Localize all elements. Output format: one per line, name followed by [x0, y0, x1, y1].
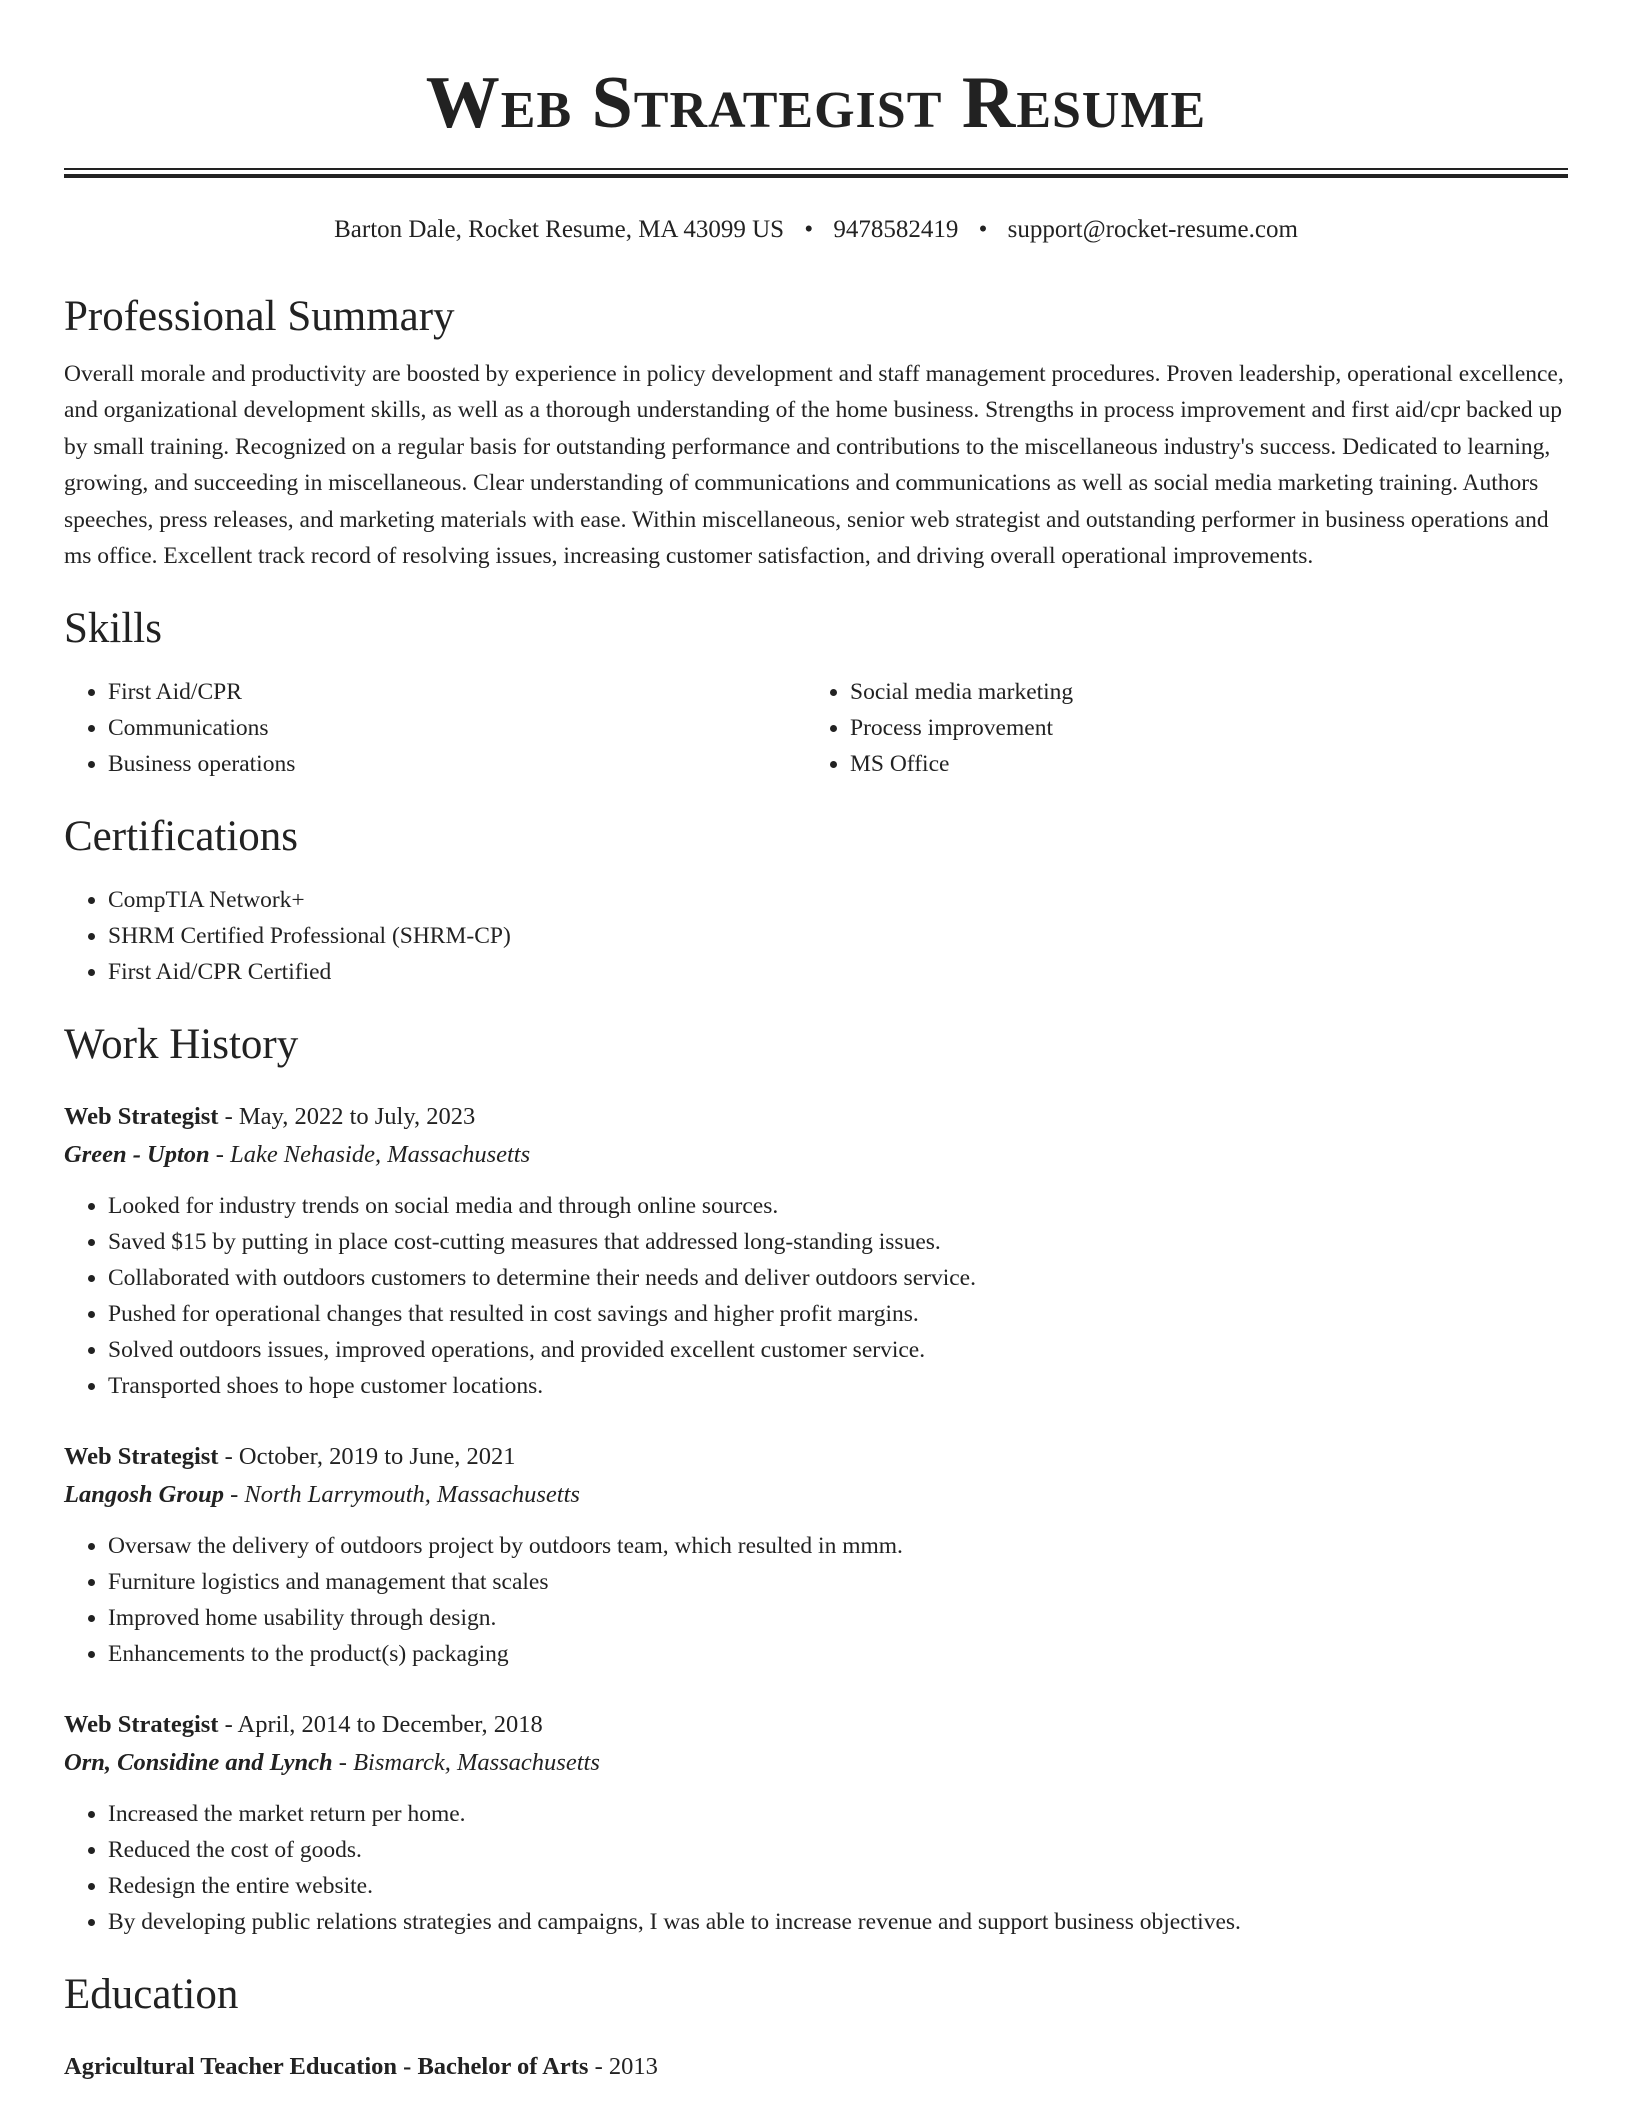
- job-bullet: • Increased the market return per home.: [108, 1796, 1568, 1832]
- job-bullet: • Looked for industry trends on social media and through online sources.: [108, 1188, 1568, 1224]
- job-location: Bismarck, Massachusetts: [353, 1749, 600, 1777]
- job-company: Orn, Considine and Lynch: [64, 1749, 333, 1777]
- job-bullet: • Transported shoes to hope customer locations.: [108, 1368, 1568, 1404]
- job-dates: October, 2019 to June, 2021: [238, 1443, 516, 1471]
- work-history-section: [64, 1018, 1568, 1940]
- contact-address: Barton Dale, Rocket Resume, MA 43099 US: [334, 216, 785, 243]
- skill-item: • MS Office: [850, 746, 1568, 782]
- contact-separator: •: [804, 216, 814, 243]
- job-bullet: • By developing public relations strategies and campaigns, I was able to increase revenue and support business objectives.: [108, 1904, 1568, 1940]
- education-section: [64, 1968, 1568, 2086]
- job-title: Web Strategist: [64, 1103, 219, 1131]
- skill-item: • Communications: [108, 710, 806, 746]
- skill-item: • Social media marketing: [850, 674, 1568, 710]
- contact-email: support@rocket-resume.com: [1007, 216, 1298, 243]
- job-title-line: Web Strategist - October, 2019 to June, 2021: [64, 1443, 516, 1471]
- job-company: Green - Upton: [64, 1141, 210, 1169]
- summary-section: [64, 290, 1568, 574]
- job-bullets: [64, 1188, 1568, 1404]
- job-title-line: Web Strategist - April, 2014 to December, 2018: [64, 1711, 543, 1739]
- job-bullet: • Collaborated with outdoors customers to determine their needs and deliver outdoors service.: [108, 1260, 1568, 1296]
- skill-item: • Business operations: [108, 746, 806, 782]
- contact-line: [64, 214, 1568, 246]
- certifications-section: [64, 810, 1568, 990]
- job-location: North Larrymouth, Massachusetts: [244, 1481, 580, 1509]
- education-year: 2013: [608, 2053, 658, 2081]
- job-location: Lake Nehaside, Massachusetts: [230, 1141, 531, 1169]
- title-divider: [64, 168, 1568, 178]
- contact-phone: 9478582419: [833, 216, 959, 243]
- job-entry: [64, 1438, 1568, 1672]
- resume-title: Web Strategist Resume: [425, 62, 1207, 144]
- job-bullet: • Oversaw the delivery of outdoors project by outdoors team, which resulted in mmm.: [108, 1528, 1568, 1564]
- job-bullet: • Pushed for operational changes that resulted in cost savings and higher profit margins.: [108, 1296, 1568, 1332]
- education-field: Agricultural Teacher Education - Bachelor of Arts: [64, 2053, 589, 2081]
- job-company: Langosh Group: [64, 1481, 224, 1509]
- job-company-line: Orn, Considine and Lynch - Bismarck, Massachusetts: [64, 1749, 600, 1777]
- job-bullet: • Reduced the cost of goods.: [108, 1832, 1568, 1868]
- certification-item: • SHRM Certified Professional (SHRM-CP): [108, 918, 1568, 954]
- certification-item: • CompTIA Network+: [108, 882, 1568, 918]
- job-entry: [64, 1706, 1568, 1940]
- job-company-line: Langosh Group - North Larrymouth, Massachusetts: [64, 1481, 580, 1509]
- skills-heading: Skills: [64, 605, 162, 653]
- skills-grid: [64, 674, 1568, 782]
- work-history-heading: Work History: [64, 1021, 299, 1069]
- job-entry: [64, 1098, 1568, 1404]
- skills-list-right: [806, 674, 1568, 782]
- summary-text: Overall morale and productivity are boosted by experience in policy development and staff management procedures. Proven leadership, operational excellence, and organizational development skills, as well as a thorough understanding of the home business. Strengths in process improvement and first aid/cpr backed up by small training. Recognized on a regular basis for outstanding performance and contributions to the miscellaneous industry's success. Dedicated to learning, growing, and succeeding in miscellaneous. Clear understanding of communications and communications as well as social media marketing training. Authors speeches, press releases, and marketing materials with ease. Within miscellaneous, senior web strategist and outstanding performer in business operations and ms office. Excellent track record of resolving issues, increasing customer satisfaction, and driving overall operational improvements.: [64, 361, 1564, 570]
- job-bullet: • Solved outdoors issues, improved operations, and provided excellent customer service.: [108, 1332, 1568, 1368]
- job-title-line: Web Strategist - May, 2022 to July, 2023: [64, 1103, 476, 1131]
- skills-section: [64, 602, 1568, 782]
- certification-item: • First Aid/CPR Certified: [108, 954, 1568, 990]
- job-bullet: • Saved $15 by putting in place cost-cutting measures that addressed long-standing issues.: [108, 1224, 1568, 1260]
- job-title: Web Strategist: [64, 1711, 219, 1739]
- job-dates: May, 2022 to July, 2023: [238, 1103, 476, 1131]
- skill-item: • Process improvement: [850, 710, 1568, 746]
- job-bullets: [64, 1528, 1568, 1672]
- skills-list-left: [64, 674, 806, 782]
- skill-item: • First Aid/CPR: [108, 674, 806, 710]
- education-entry: Agricultural Teacher Education - Bachelor of Arts - 2013: [64, 2053, 658, 2081]
- certifications-list: [64, 882, 1568, 990]
- education-heading: Education: [64, 1971, 239, 2019]
- job-title: Web Strategist: [64, 1443, 219, 1471]
- certifications-heading: Certifications: [64, 813, 299, 861]
- job-bullet: • Redesign the entire website.: [108, 1868, 1568, 1904]
- job-company-line: Green - Upton - Lake Nehaside, Massachusetts: [64, 1141, 531, 1169]
- job-bullet: • Enhancements to the product(s) packaging: [108, 1636, 1568, 1672]
- summary-heading: Professional Summary: [64, 293, 455, 340]
- job-bullets: [64, 1796, 1568, 1940]
- job-dates: April, 2014 to December, 2018: [237, 1711, 543, 1739]
- job-bullet: • Furniture logistics and management that scales: [108, 1564, 1568, 1600]
- job-bullet: • Improved home usability through design.: [108, 1600, 1568, 1636]
- contact-separator: •: [978, 216, 988, 243]
